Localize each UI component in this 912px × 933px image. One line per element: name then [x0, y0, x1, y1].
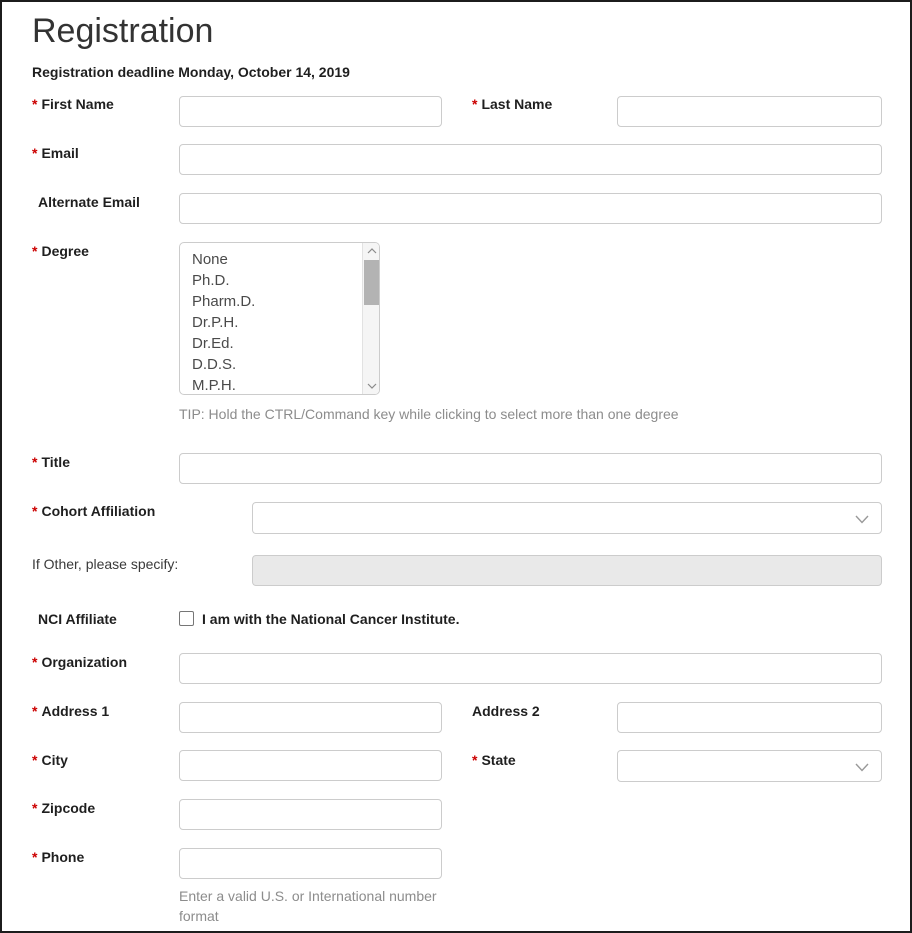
scroll-down-icon[interactable]	[363, 378, 380, 394]
state-label: * State	[472, 752, 516, 768]
title-input[interactable]	[179, 453, 882, 484]
deadline-text: Registration deadline Monday, October 14, 2019	[32, 64, 350, 80]
degree-option[interactable]: Dr.P.H.	[192, 314, 239, 331]
first-name-input[interactable]	[179, 96, 442, 127]
degree-listbox[interactable]	[179, 242, 380, 395]
degree-options	[180, 243, 362, 394]
first-name-label: * First Name	[32, 96, 114, 112]
address1-label: * Address 1	[32, 703, 110, 719]
city-label: * City	[32, 752, 68, 768]
required-marker: *	[32, 145, 38, 161]
zipcode-input[interactable]	[179, 799, 442, 830]
nci-affiliate-checkbox[interactable]	[179, 611, 194, 626]
degree-scrollbar[interactable]	[362, 243, 379, 394]
required-marker: *	[32, 752, 38, 768]
degree-option[interactable]: Pharm.D.	[192, 293, 256, 310]
required-marker: *	[472, 96, 478, 112]
page-title: Registration	[32, 12, 214, 50]
organization-input[interactable]	[179, 653, 882, 684]
degree-label: * Degree	[32, 243, 89, 259]
other-specify-label: If Other, please specify:	[32, 556, 179, 572]
scrollbar-thumb[interactable]	[364, 260, 379, 305]
other-specify-input	[252, 555, 882, 586]
last-name-label: * Last Name	[472, 96, 553, 112]
required-marker: *	[32, 703, 38, 719]
email-input[interactable]	[179, 144, 882, 175]
zipcode-label: * Zipcode	[32, 800, 96, 816]
required-marker: *	[32, 849, 38, 865]
cohort-affiliation-label: * Cohort Affiliation	[32, 503, 156, 519]
address2-label: Address 2	[472, 703, 540, 719]
city-input[interactable]	[179, 750, 442, 781]
degree-option[interactable]: D.D.S.	[192, 356, 237, 373]
required-marker: *	[32, 243, 38, 259]
alternate-email-label: Alternate Email	[38, 194, 140, 210]
required-marker: *	[32, 654, 38, 670]
phone-hint-text: Enter a valid U.S. or International number format	[179, 888, 437, 924]
organization-label: * Organization	[32, 654, 128, 670]
chevron-down-icon	[855, 515, 869, 524]
phone-input[interactable]	[179, 848, 442, 879]
scroll-up-icon[interactable]	[363, 243, 380, 259]
alternate-email-input[interactable]	[179, 193, 882, 224]
address2-input[interactable]	[617, 702, 882, 733]
required-marker: *	[32, 96, 38, 112]
nci-affiliate-label: NCI Affiliate	[38, 611, 117, 627]
state-select[interactable]	[617, 750, 882, 782]
required-marker: *	[32, 800, 38, 816]
degree-option[interactable]: M.P.H.	[192, 377, 236, 394]
email-label: * Email	[32, 145, 79, 161]
required-marker: *	[32, 454, 38, 470]
required-marker: *	[472, 752, 478, 768]
required-marker: *	[32, 503, 38, 519]
degree-option[interactable]: Ph.D.	[192, 272, 230, 289]
degree-tip-text: TIP: Hold the CTRL/Command key while clicking to select more than one degree	[179, 406, 679, 422]
last-name-input[interactable]	[617, 96, 882, 127]
title-label: * Title	[32, 454, 70, 470]
nci-affiliate-checkbox-label: I am with the National Cancer Institute.	[202, 611, 460, 627]
degree-option[interactable]: Dr.Ed.	[192, 335, 234, 352]
address1-input[interactable]	[179, 702, 442, 733]
degree-option[interactable]: None	[192, 251, 228, 268]
phone-label: * Phone	[32, 849, 85, 865]
cohort-affiliation-select[interactable]	[252, 502, 882, 534]
chevron-down-icon	[855, 763, 869, 772]
